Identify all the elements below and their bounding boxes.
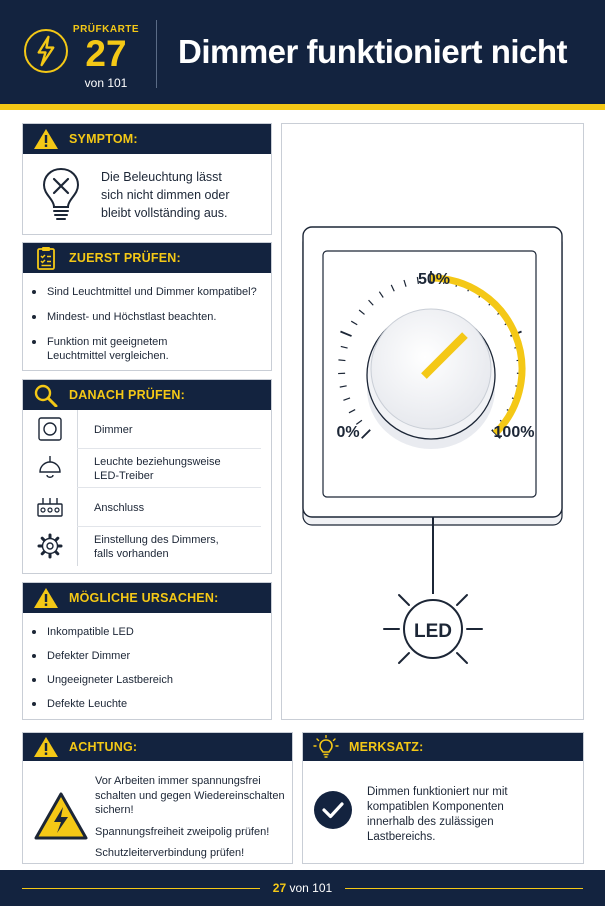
header-divider bbox=[156, 20, 157, 88]
caution-line: Vor Arbeiten immer spannungsfrei bbox=[95, 775, 261, 787]
then-check-panel bbox=[22, 379, 272, 574]
list-item: Ungeeigneter Lastbereich bbox=[47, 673, 261, 687]
caution-line: sichern! bbox=[95, 804, 134, 816]
check-row bbox=[23, 449, 271, 488]
warning-icon bbox=[33, 587, 59, 609]
causes-heading: MÖGLICHE URSACHEN: bbox=[69, 591, 219, 605]
memo-line: Dimmen funktioniert nur mit bbox=[367, 786, 508, 798]
memo-panel bbox=[302, 732, 584, 864]
symptom-line: Die Beleuchtung lässt bbox=[101, 170, 222, 184]
card-total: von 101 bbox=[84, 76, 128, 90]
card-label: PRÜFKARTE bbox=[72, 24, 140, 35]
causes-heading-bar bbox=[23, 583, 271, 613]
header-accent-stripe bbox=[0, 104, 605, 110]
warning-icon bbox=[33, 736, 59, 758]
led-label: LED bbox=[414, 621, 452, 642]
magnifier-icon bbox=[33, 383, 59, 407]
first-check-heading-bar bbox=[23, 243, 271, 273]
check-row bbox=[23, 410, 271, 449]
check-item-label: Dimmer bbox=[94, 423, 133, 436]
first-check-panel bbox=[22, 242, 272, 371]
check-item-label: LED-Treiber bbox=[94, 469, 154, 482]
caution-line: Schutzleiterverbindung prüfen! bbox=[95, 847, 245, 859]
footer-suffix: von 101 bbox=[289, 881, 333, 895]
lightning-bolt-icon bbox=[24, 29, 68, 73]
memo-heading-bar bbox=[303, 733, 583, 761]
memo-line: Lastbereichs. bbox=[367, 831, 436, 843]
caution-line: Spannungsfreiheit zweipolig prüfen! bbox=[95, 825, 270, 838]
caution-panel bbox=[22, 732, 293, 864]
causes-panel bbox=[22, 582, 272, 720]
footer-page-indicator bbox=[0, 881, 605, 895]
card-number: 27 bbox=[85, 33, 127, 74]
scale-label-mid: 50% bbox=[417, 271, 451, 288]
list-item: Mindest- und Höchstlast beachten. bbox=[47, 310, 261, 324]
symptom-line: bleibt vollständing aus. bbox=[101, 206, 228, 220]
checkmark-circle-icon bbox=[313, 790, 353, 830]
page-title: Dimmer funktioniert nicht bbox=[178, 33, 568, 70]
check-row bbox=[23, 488, 271, 527]
check-item-label: Anschluss bbox=[94, 501, 145, 514]
check-item-label: Einstellung des Dimmers, bbox=[94, 533, 219, 546]
list-item: Defekte Leuchte bbox=[47, 697, 261, 711]
list-item: Defekter Dimmer bbox=[47, 649, 261, 663]
light-bulb-off-icon bbox=[41, 166, 81, 224]
dimmer-illustration-panel bbox=[281, 123, 584, 720]
warning-icon bbox=[33, 128, 59, 150]
header-bar bbox=[0, 0, 605, 104]
symptom-heading: SYMPTOM: bbox=[69, 132, 138, 146]
first-check-heading: ZUERST PRÜFEN: bbox=[69, 251, 181, 265]
memo-line: kompatiblen Komponenten bbox=[367, 801, 504, 813]
memo-heading: MERKSATZ: bbox=[349, 740, 424, 754]
footer-number: 27 bbox=[272, 881, 287, 895]
then-check-heading: DANACH PRÜFEN: bbox=[69, 388, 185, 402]
light-bulb-idea-icon bbox=[313, 735, 339, 759]
check-item-label: Leuchte beziehungsweise bbox=[94, 455, 221, 468]
memo-line: innerhalb des zulässigen bbox=[367, 816, 494, 828]
then-check-heading-bar bbox=[23, 380, 271, 410]
led-lamp-icon bbox=[384, 584, 482, 663]
symptom-heading-bar bbox=[23, 124, 271, 154]
list-item: Funktion mit geeignetem Leuchtmittel vergleichen. bbox=[47, 335, 261, 363]
gear-icon bbox=[35, 532, 65, 560]
ceiling-lamp-icon bbox=[35, 454, 65, 482]
dimmer-illustration bbox=[282, 124, 585, 721]
caution-heading: ACHTUNG: bbox=[69, 740, 138, 754]
check-item-label: falls vorhanden bbox=[94, 547, 169, 560]
scale-tick bbox=[338, 360, 345, 361]
high-voltage-warning-icon bbox=[33, 791, 89, 841]
scale-label-max: 100% bbox=[493, 424, 535, 441]
check-row bbox=[23, 527, 271, 566]
terminal-block-icon bbox=[35, 493, 65, 521]
list-item: Inkompatible LED bbox=[47, 625, 261, 639]
symptom-line: sich nicht dimmen oder bbox=[101, 188, 230, 202]
dimmer-switch-icon bbox=[35, 415, 65, 443]
scale-label-min: 0% bbox=[336, 424, 360, 441]
list-item: Sind Leuchtmittel und Dimmer kompatibel? bbox=[47, 285, 261, 299]
caution-line: schalten und gegen Wiedereinschalten bbox=[95, 789, 285, 802]
caution-heading-bar bbox=[23, 733, 292, 761]
symptom-panel bbox=[22, 123, 272, 235]
footer-bar bbox=[0, 870, 605, 906]
clipboard-checklist-icon bbox=[33, 246, 59, 270]
